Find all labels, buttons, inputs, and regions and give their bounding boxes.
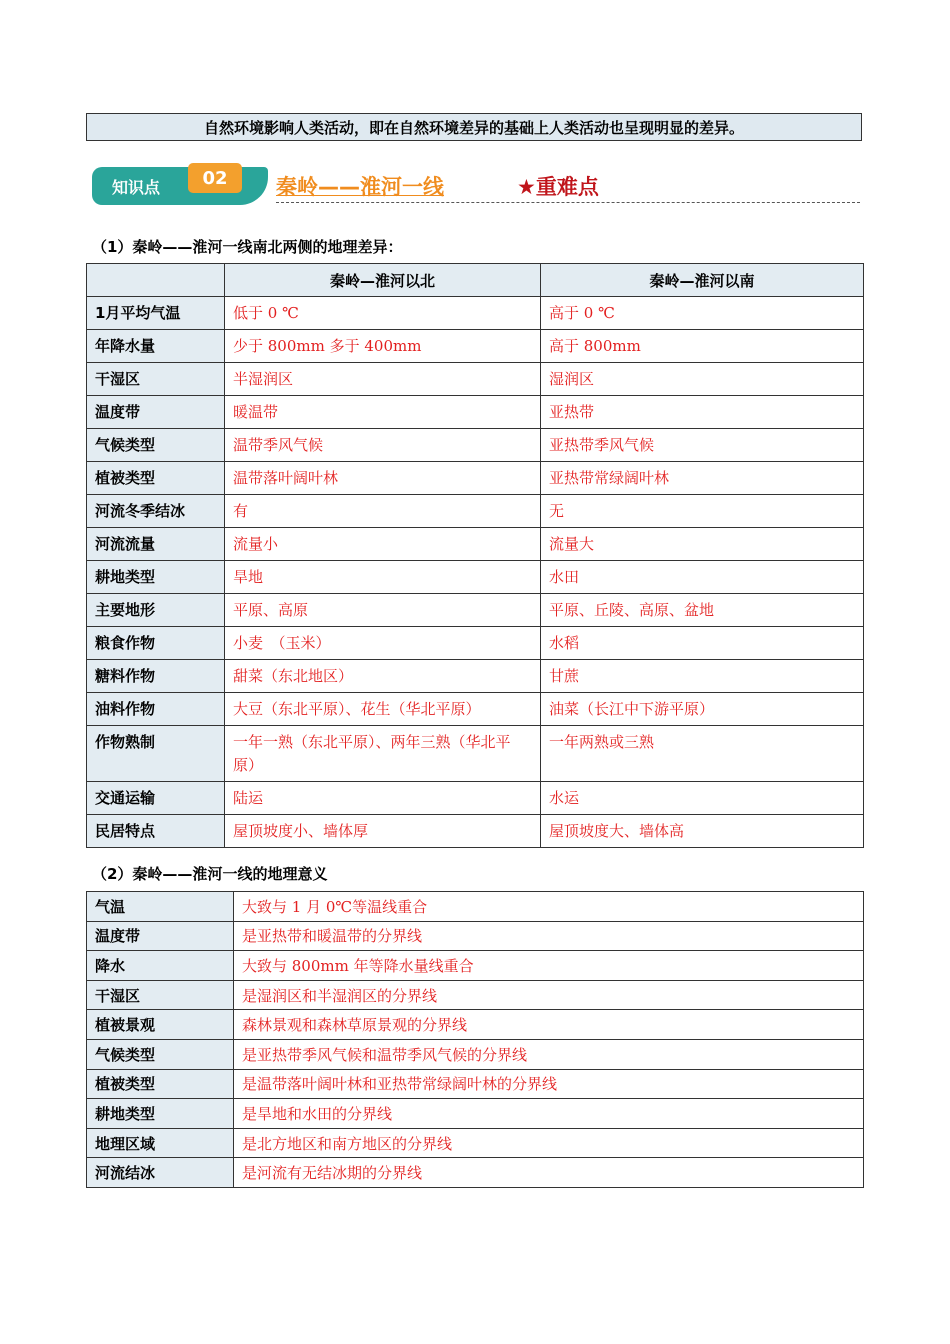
table-row	[87, 330, 864, 363]
table-row	[87, 980, 864, 1010]
south-value: 水稻	[541, 627, 864, 660]
significance-value: 是温带落叶阔叶林和亚热带常绿阔叶林的分界线	[234, 1069, 864, 1099]
importance-label: ★重难点	[517, 175, 599, 199]
row-label: 干湿区	[87, 980, 234, 1010]
north-value: 甜菜（东北地区）	[225, 660, 541, 693]
row-label: 植被类型	[87, 462, 225, 495]
north-value: 旱地	[225, 561, 541, 594]
header-cell-north: 秦岭—淮河以北	[225, 264, 541, 297]
south-value: 水田	[541, 561, 864, 594]
table-row	[87, 396, 864, 429]
table-row	[87, 429, 864, 462]
table-row	[87, 594, 864, 627]
row-label: 植被类型	[87, 1069, 234, 1099]
significance-value: 是湿润区和半湿润区的分界线	[234, 980, 864, 1010]
north-value: 一年一熟（东北平原）、两年三熟（华北平原）	[225, 726, 541, 782]
intro-box	[86, 113, 862, 141]
row-label: 主要地形	[87, 594, 225, 627]
south-value: 一年两熟或三熟	[541, 726, 864, 782]
table-row	[87, 693, 864, 726]
south-value: 亚热带常绿阔叶林	[541, 462, 864, 495]
significance-value: 是河流有无结冰期的分界线	[234, 1158, 864, 1188]
significance-value: 是亚热带季风气候和温带季风气候的分界线	[234, 1039, 864, 1069]
table-row	[87, 951, 864, 981]
south-value: 亚热带	[541, 396, 864, 429]
table-row	[87, 921, 864, 951]
row-label: 糖料作物	[87, 660, 225, 693]
row-label: 交通运输	[87, 782, 225, 815]
row-label: 1月平均气温	[87, 297, 225, 330]
table-row	[87, 1128, 864, 1158]
row-label: 粮食作物	[87, 627, 225, 660]
south-value: 高于 800mm	[541, 330, 864, 363]
south-value: 亚热带季风气候	[541, 429, 864, 462]
north-value: 有	[225, 495, 541, 528]
table-row	[87, 561, 864, 594]
knowledge-point-badge	[92, 163, 270, 205]
north-value: 低于 0 ℃	[225, 297, 541, 330]
table-row	[87, 892, 864, 922]
row-label: 油料作物	[87, 693, 225, 726]
table-row	[87, 1010, 864, 1040]
north-value: 屋顶坡度小、墙体厚	[225, 815, 541, 848]
significance-value: 森林景观和森林草原景观的分界线	[234, 1010, 864, 1040]
south-value: 甘蔗	[541, 660, 864, 693]
north-value: 少于 800mm 多于 400mm	[225, 330, 541, 363]
row-label: 气候类型	[87, 429, 225, 462]
table-row	[87, 1039, 864, 1069]
row-label: 温度带	[87, 921, 234, 951]
south-value: 湿润区	[541, 363, 864, 396]
table-row	[87, 660, 864, 693]
badge-number: 02	[188, 163, 242, 193]
row-label: 河流流量	[87, 528, 225, 561]
row-label: 气候类型	[87, 1039, 234, 1069]
row-label: 耕地类型	[87, 1099, 234, 1129]
significance-value: 大致与 800mm 年等降水量线重合	[234, 951, 864, 981]
significance-value: 是亚热带和暖温带的分界线	[234, 921, 864, 951]
south-value: 水运	[541, 782, 864, 815]
table-row	[87, 1158, 864, 1188]
title-divider	[276, 202, 860, 203]
table-row	[87, 297, 864, 330]
north-value: 平原、高原	[225, 594, 541, 627]
table-row	[87, 363, 864, 396]
significance-value: 大致与 1 月 0℃等温线重合	[234, 892, 864, 922]
table-header-row	[87, 264, 864, 297]
intro-text: 自然环境影响人类活动，即在自然环境差异的基础上人类活动也呈现明显的差异。	[203, 118, 744, 137]
table-row	[87, 528, 864, 561]
north-value: 温带落叶阔叶林	[225, 462, 541, 495]
table-row	[87, 462, 864, 495]
header-cell-south: 秦岭—淮河以南	[541, 264, 864, 297]
south-value: 屋顶坡度大、墙体高	[541, 815, 864, 848]
table-row	[87, 782, 864, 815]
row-label: 气温	[87, 892, 234, 922]
north-value: 温带季风气候	[225, 429, 541, 462]
south-value: 流量大	[541, 528, 864, 561]
significance-table	[86, 891, 864, 1188]
table-row	[87, 815, 864, 848]
north-value: 小麦 （玉米）	[225, 627, 541, 660]
row-label: 河流冬季结冰	[87, 495, 225, 528]
row-label: 年降水量	[87, 330, 225, 363]
south-value: 油菜（长江中下游平原）	[541, 693, 864, 726]
row-label: 植被景观	[87, 1010, 234, 1040]
north-value: 暖温带	[225, 396, 541, 429]
row-label: 降水	[87, 951, 234, 981]
significance-value: 是北方地区和南方地区的分界线	[234, 1128, 864, 1158]
table-row	[87, 495, 864, 528]
row-label: 河流结冰	[87, 1158, 234, 1188]
section2-heading: （2）秦岭——淮河一线的地理意义	[92, 865, 328, 883]
row-label: 温度带	[87, 396, 225, 429]
table-row	[87, 726, 864, 782]
table-row	[87, 1069, 864, 1099]
section1-heading: （1）秦岭——淮河一线南北两侧的地理差异：	[92, 238, 403, 256]
row-label: 作物熟制	[87, 726, 225, 782]
north-value: 流量小	[225, 528, 541, 561]
row-label: 地理区域	[87, 1128, 234, 1158]
south-value: 平原、丘陵、高原、盆地	[541, 594, 864, 627]
row-label: 干湿区	[87, 363, 225, 396]
south-value: 无	[541, 495, 864, 528]
table-row	[87, 1099, 864, 1129]
table-row	[87, 627, 864, 660]
south-value: 高于 0 ℃	[541, 297, 864, 330]
header-cell-blank	[87, 264, 225, 297]
north-value: 陆运	[225, 782, 541, 815]
significance-value: 是旱地和水田的分界线	[234, 1099, 864, 1129]
north-value: 半湿润区	[225, 363, 541, 396]
north-value: 大豆（东北平原）、花生（华北平原）	[225, 693, 541, 726]
north-south-difference-table	[86, 263, 864, 848]
row-label: 民居特点	[87, 815, 225, 848]
knowledge-point-title: 秦岭——淮河一线	[276, 175, 444, 199]
badge-label: 知识点	[112, 178, 161, 197]
row-label: 耕地类型	[87, 561, 225, 594]
